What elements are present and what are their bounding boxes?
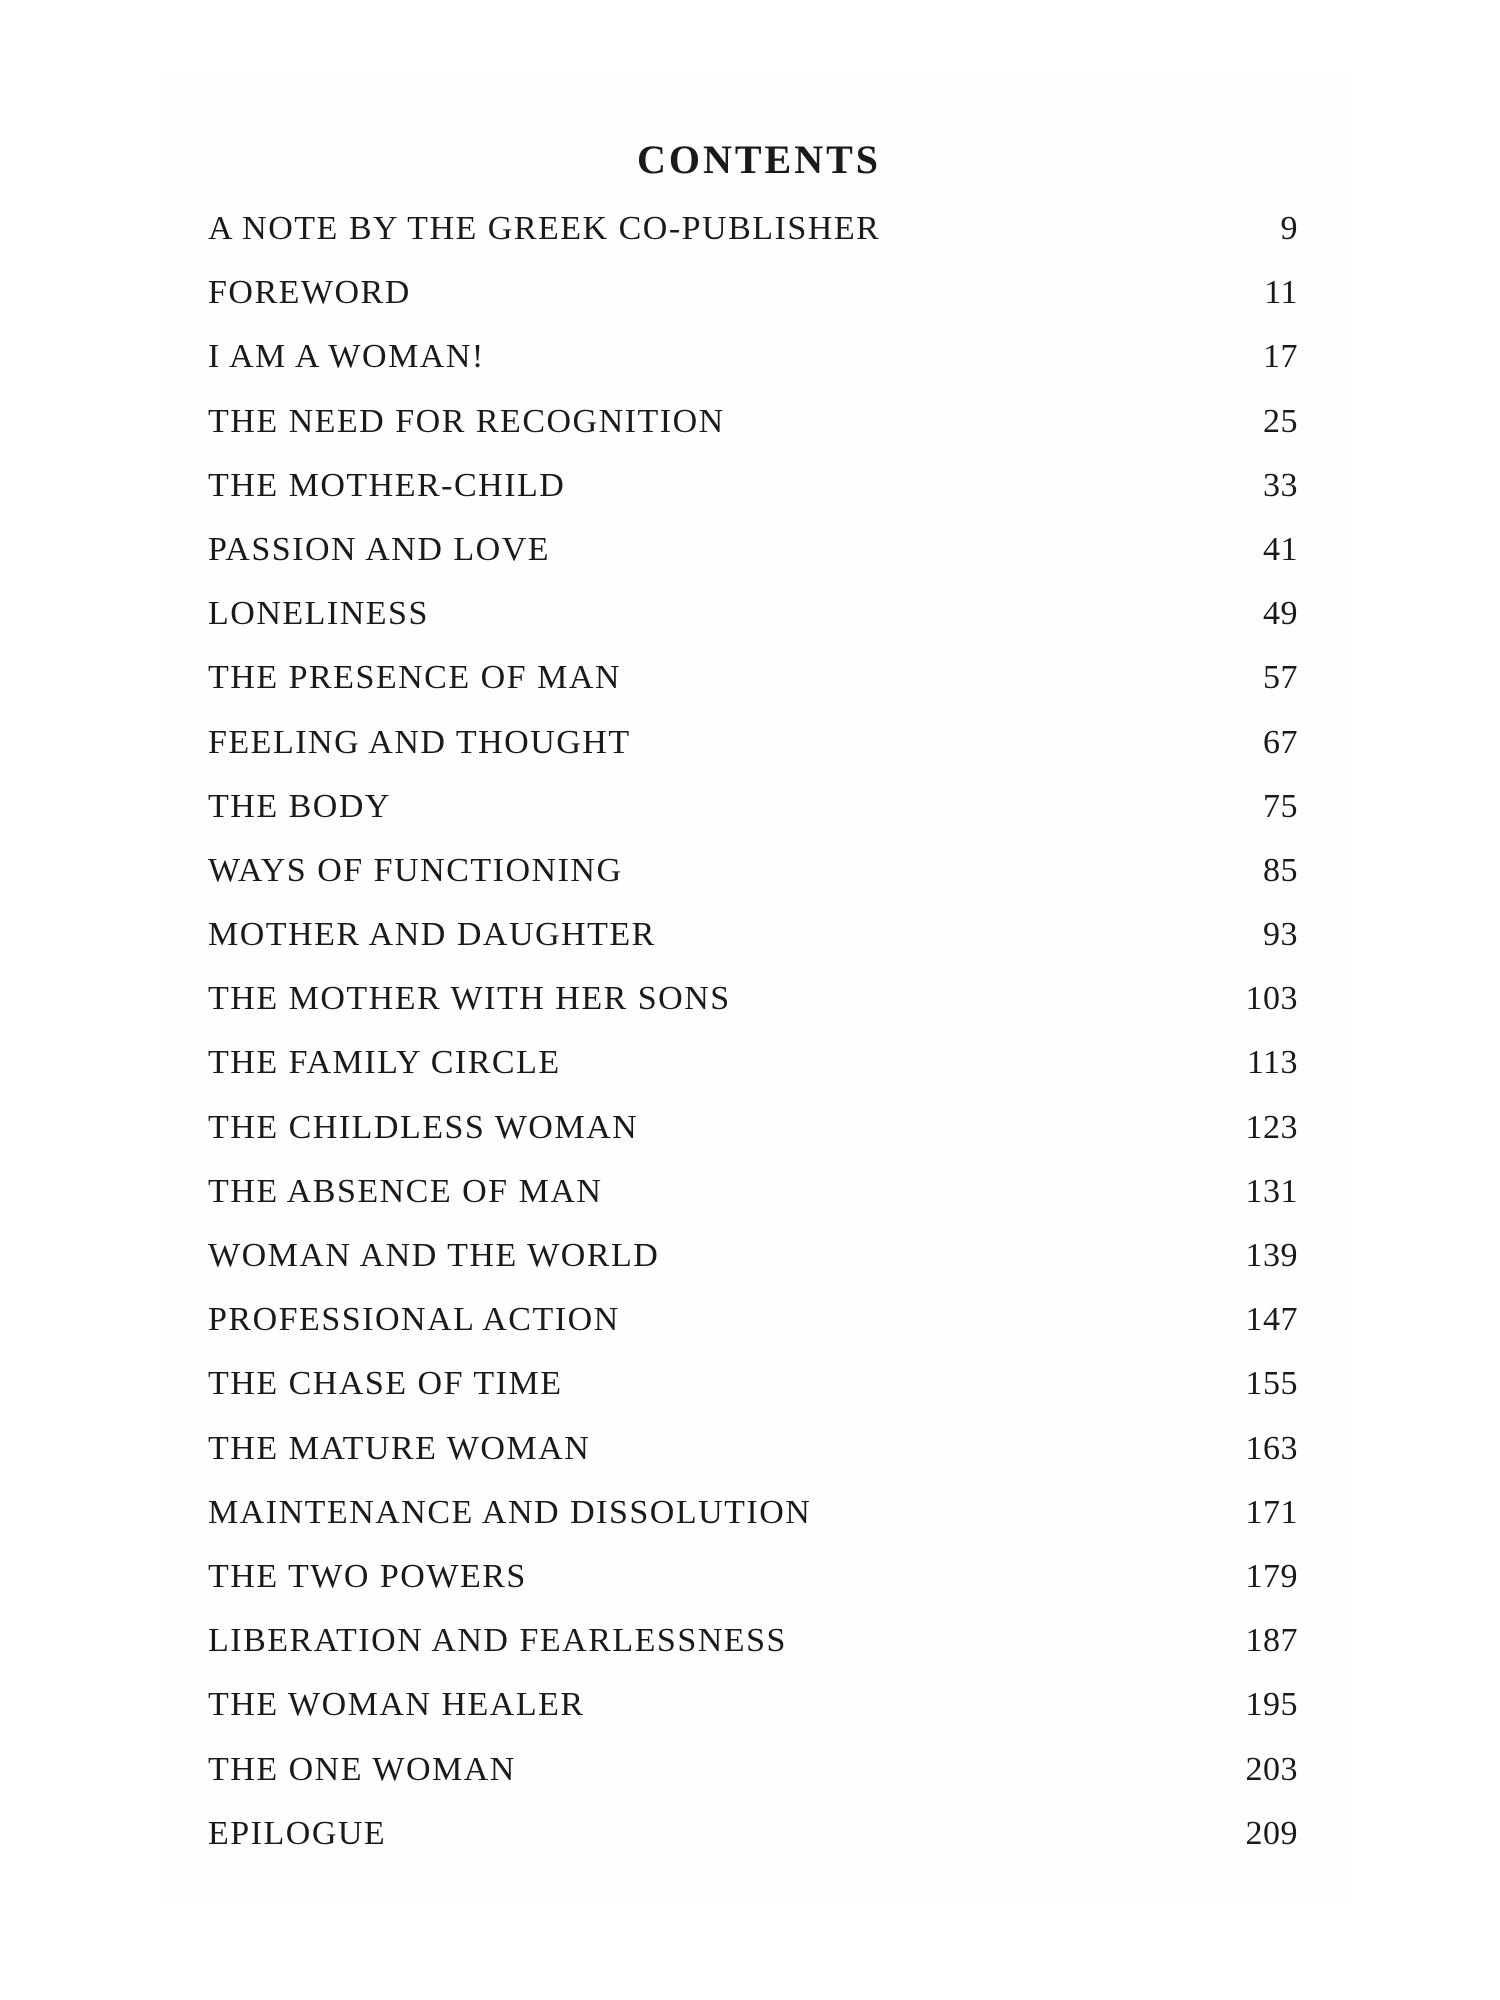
toc-entry (208, 398, 1298, 462)
toc-entry-page-number: 209 (1245, 1814, 1298, 1852)
toc-entry (208, 205, 1298, 269)
toc-entry-page-number: 131 (1245, 1172, 1298, 1210)
toc-entry-page-number: 11 (1264, 274, 1298, 312)
toc-entry-page-number: 33 (1263, 466, 1298, 504)
toc-entry (208, 1681, 1298, 1745)
toc-entry-title: A NOTE BY THE GREEK CO-PUBLISHER (208, 210, 881, 247)
toc-entry-title: THE WOMAN HEALER (208, 1686, 585, 1724)
toc-entry-title: PROFESSIONAL ACTION (208, 1301, 620, 1339)
toc-entry-title: MOTHER AND DAUGHTER (208, 916, 656, 954)
toc-entry-title: THE ABSENCE OF MAN (208, 1172, 603, 1210)
toc-entry-title: THE CHASE OF TIME (208, 1365, 563, 1403)
toc-entry-title: THE FAMILY CIRCLE (208, 1044, 561, 1082)
toc-entry (208, 1168, 1298, 1232)
toc-entry-title: THE BODY (208, 787, 391, 825)
toc-entry-page-number: 103 (1245, 980, 1298, 1018)
toc-entry-title: I AM A WOMAN! (208, 338, 485, 376)
toc-entry-title: THE PRESENCE OF MAN (208, 659, 621, 697)
toc-entry-title: LONELINESS (208, 595, 429, 633)
toc-entry-page-number: 49 (1263, 595, 1298, 633)
toc-entry-page-number: 139 (1245, 1237, 1298, 1274)
toc-entry (208, 975, 1298, 1039)
toc-entry-page-number: 171 (1245, 1493, 1298, 1531)
toc-entry-title: FEELING AND THOUGHT (208, 723, 631, 761)
toc-entry (208, 1104, 1298, 1168)
toc-entry-page-number: 113 (1246, 1044, 1298, 1082)
page-title: CONTENTS (636, 137, 882, 182)
toc-entry (208, 654, 1298, 718)
toc-entry-page-number: 179 (1245, 1557, 1298, 1595)
toc-entry-page-number: 147 (1245, 1301, 1298, 1339)
toc-entry-title: THE MOTHER-CHILD (208, 466, 566, 504)
toc-entry-page-number: 41 (1263, 530, 1298, 568)
toc-entry (208, 1039, 1298, 1103)
toc-entry-title: EPILOGUE (208, 1814, 387, 1852)
toc-entry-page-number: 203 (1245, 1750, 1298, 1788)
toc-entry-page-number: 75 (1263, 787, 1298, 825)
toc-entry (208, 1489, 1298, 1553)
toc-entry-page-number: 93 (1263, 916, 1298, 954)
toc-entry (208, 1746, 1298, 1810)
toc-entry (208, 1232, 1298, 1296)
toc-entry (208, 462, 1298, 526)
toc-entry (208, 1360, 1298, 1424)
toc-entry-title: THE TWO POWERS (208, 1557, 527, 1595)
toc-entry (208, 590, 1298, 654)
toc-entry-title: WAYS OF FUNCTIONING (208, 851, 623, 889)
toc-entry (208, 333, 1298, 397)
toc-entry (208, 847, 1298, 911)
toc-entry-page-number: 9 (1280, 210, 1298, 247)
toc-entry (208, 269, 1298, 333)
toc-entry-title: THE ONE WOMAN (208, 1750, 516, 1788)
toc-entry-title: THE CHILDLESS WOMAN (208, 1108, 639, 1146)
toc-entry (208, 1425, 1298, 1489)
toc-entry-title: LIBERATION AND FEARLESSNESS (208, 1622, 787, 1660)
toc-entry-page-number: 123 (1245, 1108, 1298, 1146)
toc-entry (208, 1553, 1298, 1617)
toc-entry-page-number: 25 (1263, 402, 1298, 440)
toc-entry-title: THE MATURE WOMAN (208, 1429, 591, 1467)
toc-entry-title: THE NEED FOR RECOGNITION (208, 402, 725, 440)
toc-entry-page-number: 85 (1263, 851, 1298, 889)
toc-entry (208, 1810, 1298, 1874)
toc-entry-page-number: 17 (1263, 338, 1298, 376)
toc-entry-page-number: 57 (1263, 659, 1298, 697)
toc-entry-title: PASSION AND LOVE (208, 530, 551, 568)
toc-entry-title: MAINTENANCE AND DISSOLUTION (208, 1493, 812, 1531)
toc-entry-page-number: 187 (1245, 1622, 1298, 1660)
toc-entry (208, 1296, 1298, 1360)
toc-entry-page-number: 67 (1263, 723, 1298, 761)
toc-entry-title: THE MOTHER WITH HER SONS (208, 980, 731, 1018)
toc-entry (208, 719, 1298, 783)
toc-entry (208, 526, 1298, 590)
toc-entry (208, 783, 1298, 847)
table-of-contents (208, 205, 1298, 1874)
toc-entry (208, 911, 1298, 975)
toc-entry-page-number: 163 (1245, 1429, 1298, 1467)
toc-entry (208, 1617, 1298, 1681)
toc-entry-page-number: 195 (1245, 1686, 1298, 1724)
toc-entry-title: FOREWORD (208, 274, 411, 312)
toc-entry-title: WOMAN AND THE WORLD (208, 1237, 660, 1274)
toc-entry-page-number: 155 (1245, 1365, 1298, 1403)
